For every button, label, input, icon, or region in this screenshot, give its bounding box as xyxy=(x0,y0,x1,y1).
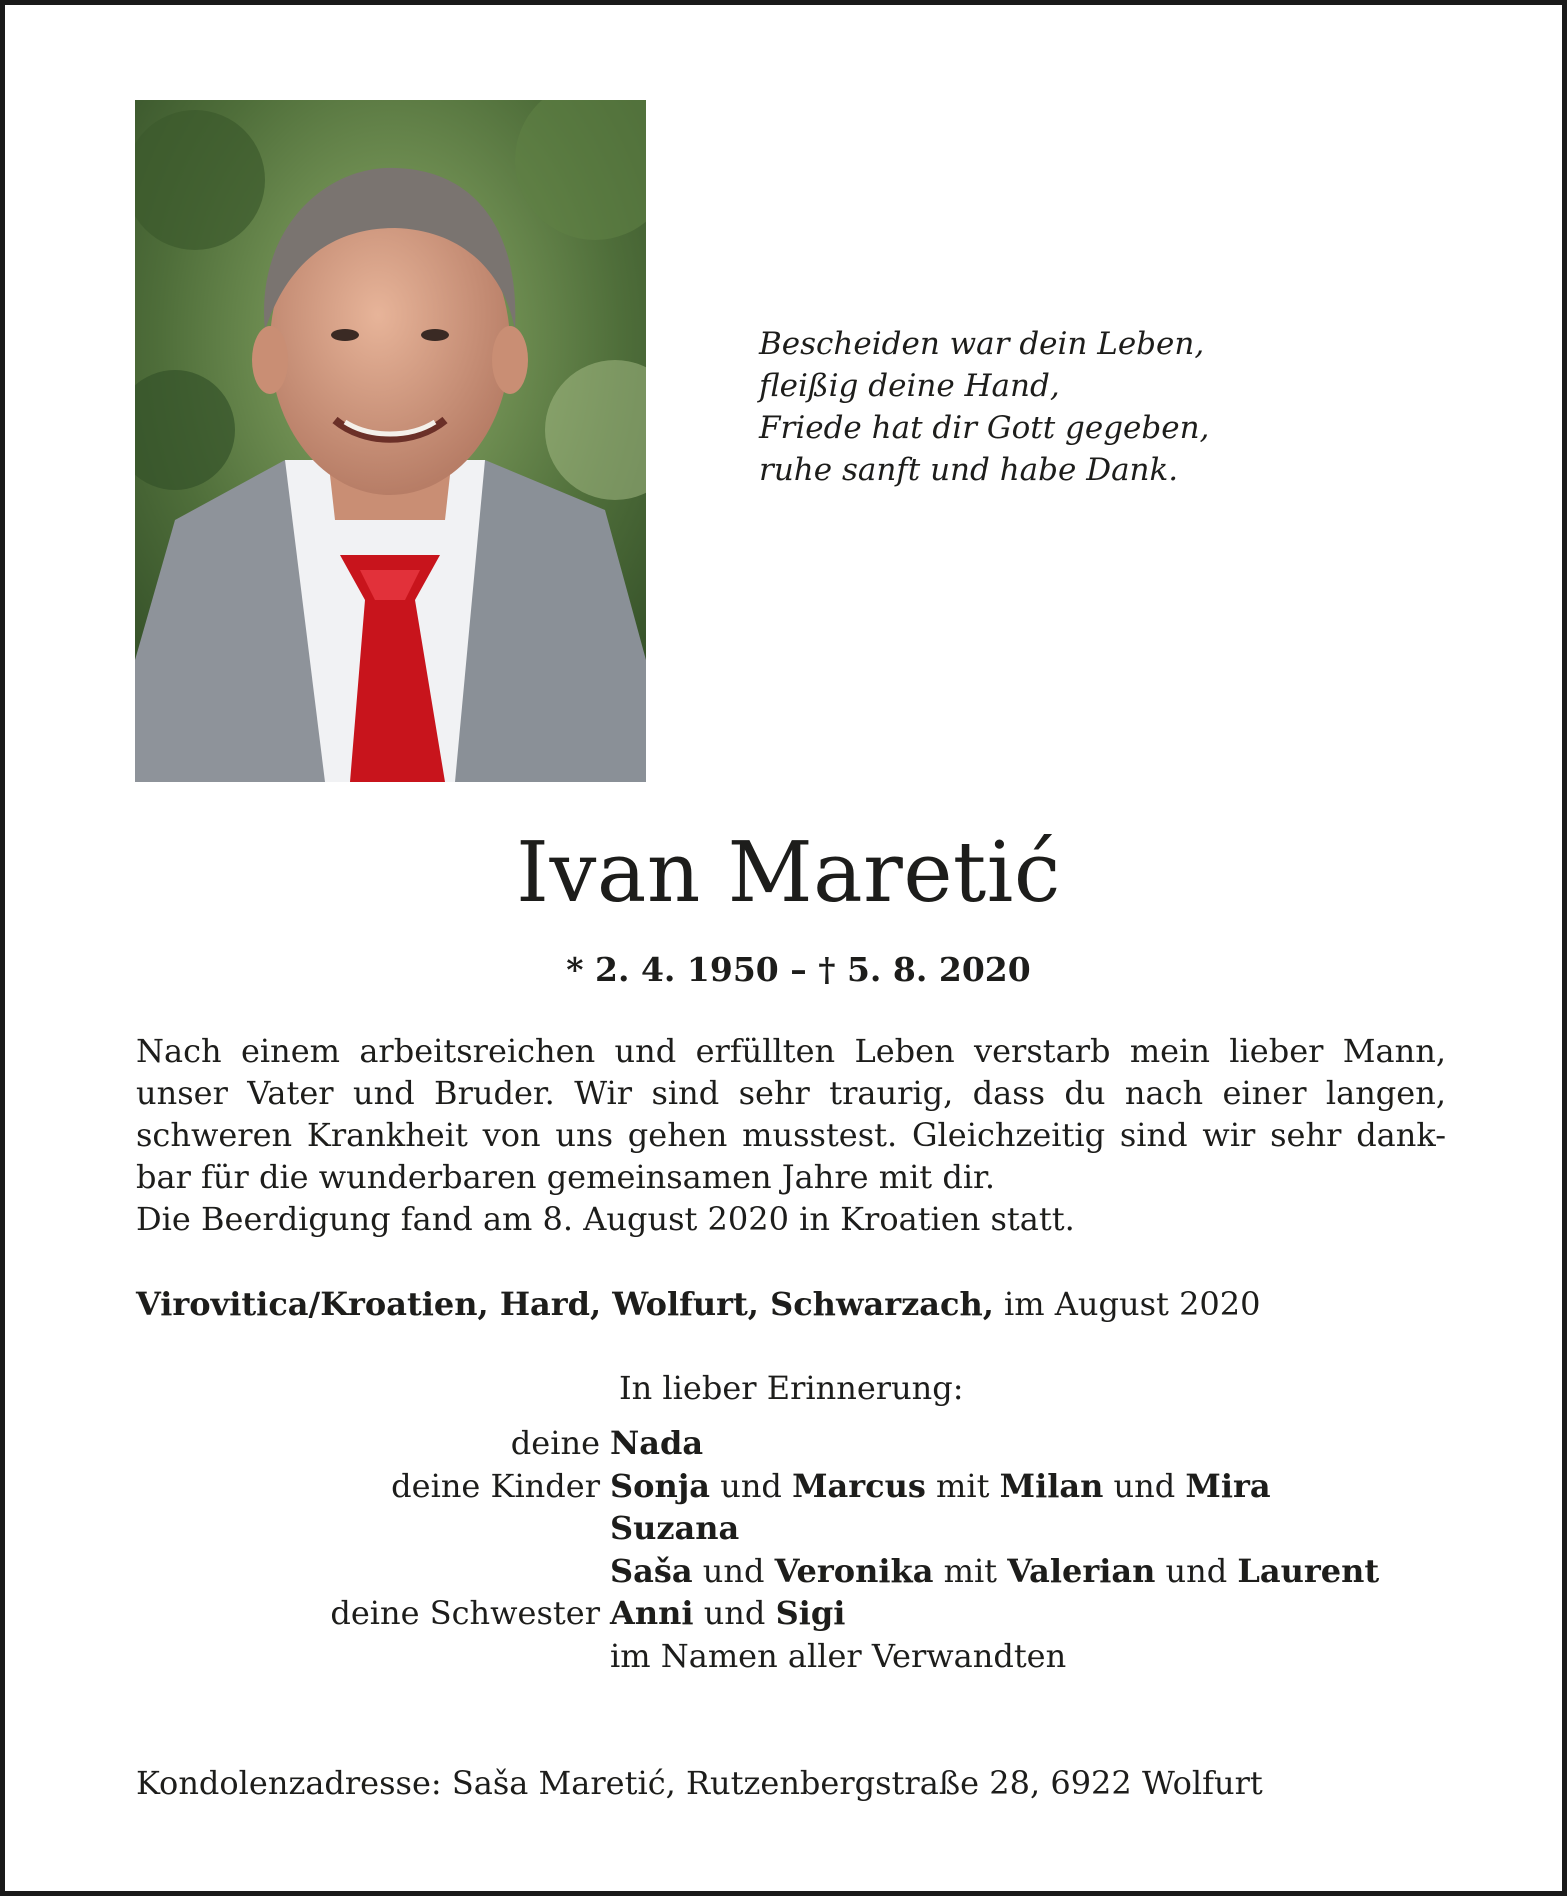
mourner-names xyxy=(610,1550,1379,1593)
mourner-name: Saša xyxy=(610,1551,693,1590)
mourner-name: Valerian xyxy=(1007,1551,1156,1590)
deceased-name: Ivan Maretić xyxy=(516,824,1061,921)
mourner-role: deine Schwester xyxy=(330,1594,600,1632)
mourner-name: Laurent xyxy=(1237,1551,1380,1590)
obituary-text-line: unser Vater und Bruder. Wir sind sehr traurig, dass du nach einer langen, xyxy=(136,1074,1446,1112)
condolence-address: Kondolenzadresse: Saša Maretić, Rutzenbergstraße 28, 6922 Wolfurt xyxy=(136,1764,1263,1802)
places-line xyxy=(136,1283,1446,1325)
mourner-name: Sonja xyxy=(610,1466,711,1505)
mourner-connector: mit xyxy=(933,1551,1008,1590)
places-date: im August 2020 xyxy=(993,1285,1261,1323)
mourner-connector: und xyxy=(710,1466,793,1505)
mourner-connector: und xyxy=(1155,1551,1238,1590)
obituary-text-line: schweren Krankheit von uns gehen musstest. Gleichzeitig sind wir sehr dank- xyxy=(136,1116,1446,1154)
mourner-connector: und xyxy=(1103,1466,1186,1505)
life-dates: * 2. 4. 1950 – † 5. 8. 2020 xyxy=(566,950,1031,989)
mourner-names xyxy=(610,1507,739,1550)
places-bold: Virovitica/Kroatien, Hard, Wolfurt, Schwarzach, xyxy=(136,1285,994,1323)
obituary-text-line: Nach einem arbeitsreichen und erfüllten Leben verstarb mein lieber Mann, xyxy=(136,1032,1446,1070)
mourner-name: Mira xyxy=(1185,1466,1271,1505)
poem xyxy=(759,323,1319,491)
memory-heading: In lieber Erinnerung: xyxy=(619,1369,964,1407)
mourner-connector: im Namen aller Verwandten xyxy=(610,1636,1067,1675)
mourner-name: Sigi xyxy=(775,1594,846,1632)
mourner-row xyxy=(136,1635,1476,1678)
poem-line: ruhe sanft und habe Dank. xyxy=(759,452,1179,488)
mourner-names xyxy=(610,1422,703,1465)
mourners-list xyxy=(136,1422,1476,1677)
mourner-name: Veronika xyxy=(774,1551,934,1590)
mourner-role xyxy=(136,1635,610,1678)
mourner-name: Marcus xyxy=(792,1466,926,1505)
obituary-text-line: bar für die wunderbaren gemeinsamen Jahre mit dir. xyxy=(136,1158,995,1196)
mourner-row xyxy=(136,1507,1476,1550)
mourner-names xyxy=(610,1592,845,1635)
mourner-row xyxy=(136,1592,1476,1635)
obituary-text xyxy=(136,1030,1446,1240)
poem-line: Bescheiden war dein Leben, xyxy=(759,326,1205,362)
mourner-names xyxy=(610,1635,1066,1678)
mourner-role xyxy=(136,1507,610,1550)
mourner-connector: und xyxy=(692,1551,775,1590)
mourner-name: Anni xyxy=(610,1594,694,1632)
mourner-row xyxy=(136,1550,1476,1593)
mourner-role: deine Kinder xyxy=(391,1466,600,1505)
obituary-text-line: Die Beerdigung fand am 8. August 2020 in Kroatien statt. xyxy=(136,1200,1075,1238)
mourner-name: Milan xyxy=(999,1466,1104,1505)
portrait-photo xyxy=(135,100,646,782)
mourner-connector: mit xyxy=(925,1466,1000,1505)
mourner-row xyxy=(136,1422,1476,1465)
portrait-illustration xyxy=(135,100,646,782)
mourner-role: deine xyxy=(510,1424,600,1462)
mourner-row xyxy=(136,1465,1476,1508)
mourner-role xyxy=(136,1550,610,1593)
poem-line: fleißig deine Hand, xyxy=(759,368,1060,404)
mourner-connector: und xyxy=(693,1594,776,1632)
mourner-names xyxy=(610,1465,1271,1508)
poem-line: Friede hat dir Gott gegeben, xyxy=(759,410,1210,446)
mourner-name: Nada xyxy=(610,1424,704,1462)
mourner-name: Suzana xyxy=(610,1509,740,1547)
